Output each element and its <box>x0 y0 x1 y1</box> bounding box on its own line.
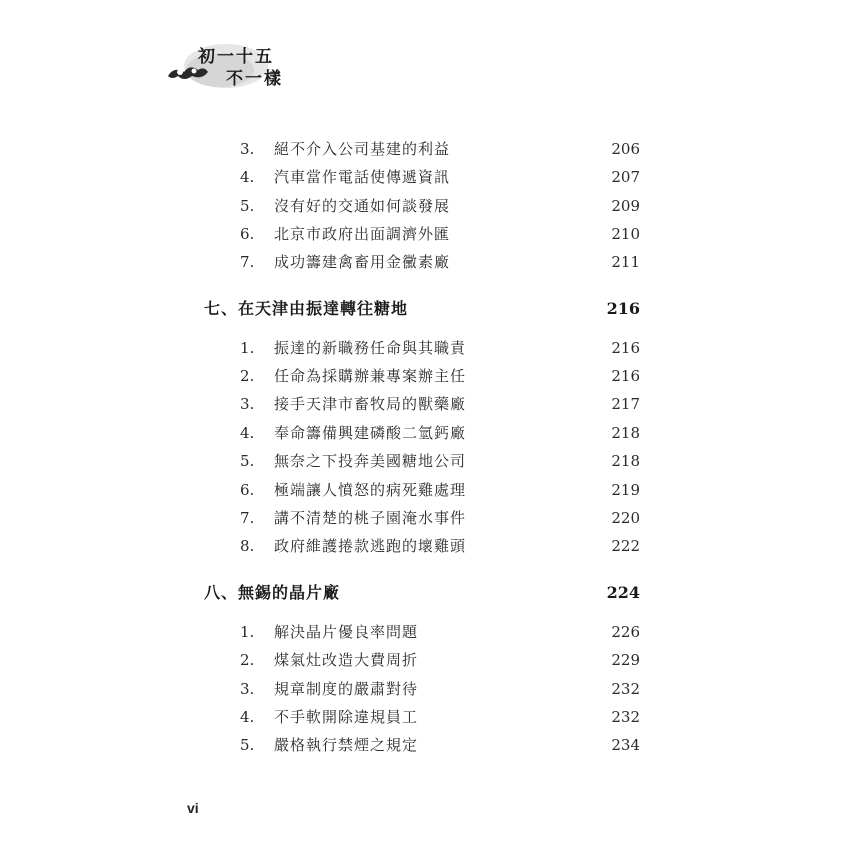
toc-entry-page: 220 <box>611 509 640 527</box>
toc-section-title: 七、在天津由振達轉往糖地 <box>204 299 409 318</box>
toc-entry-title: 接手天津市畜牧局的獸藥廠 <box>274 395 467 413</box>
toc-entry-number: 2. <box>240 651 255 669</box>
toc-entry-page: 218 <box>611 424 640 442</box>
toc-entry-page: 232 <box>611 708 640 726</box>
toc-entry-number: 4. <box>240 708 255 726</box>
toc-entry-title: 嚴格執行禁煙之規定 <box>274 736 419 754</box>
logo-title-line1: 初一十五 <box>198 47 274 67</box>
toc-entry-page: 217 <box>611 395 640 413</box>
toc-entry-page: 216 <box>611 339 640 357</box>
toc-entry-page: 206 <box>611 140 640 158</box>
toc-entry-title: 奉命籌備興建磷酸二氫鈣廠 <box>274 424 467 442</box>
toc-entry-title: 講不清楚的桃子園淹水事件 <box>274 509 467 527</box>
toc-entry-page: 226 <box>611 623 640 641</box>
toc-entry[interactable] <box>240 222 640 246</box>
toc-entry-title: 絕不介入公司基建的利益 <box>274 140 451 158</box>
toc-entry[interactable] <box>240 137 640 161</box>
logo-title-line2: 不一樣 <box>226 69 283 89</box>
toc-entry[interactable] <box>240 449 640 473</box>
toc-entry-number: 5. <box>240 197 255 215</box>
toc-entry-page: 211 <box>611 253 640 271</box>
toc-entry-title: 政府維護捲款逃跑的壞雞頭 <box>274 537 467 555</box>
toc-entry[interactable] <box>240 194 640 218</box>
toc-entry-number: 3. <box>240 395 255 413</box>
toc-section-title: 八、無錫的晶片廠 <box>204 583 341 602</box>
toc-entry-title: 規章制度的嚴肅對待 <box>274 680 419 698</box>
toc-entry-page: 232 <box>611 680 640 698</box>
page-number: vi <box>187 800 199 816</box>
toc-entry[interactable] <box>240 733 640 757</box>
toc-entry-title: 任命為採購辦兼專案辦主任 <box>274 367 467 385</box>
toc-entry-title: 北京市政府出面調濟外匯 <box>274 225 451 243</box>
toc-entry-number: 4. <box>240 168 255 186</box>
toc-entry-number: 8. <box>240 537 255 555</box>
toc-entry-page: 210 <box>611 225 640 243</box>
toc-entry-number: 1. <box>240 339 255 357</box>
toc-section-page: 224 <box>606 583 640 602</box>
toc-entry-number: 7. <box>240 509 255 527</box>
toc-entry-title: 煤氣灶改造大費周折 <box>274 651 419 669</box>
toc-entry-title: 無奈之下投奔美國糖地公司 <box>274 452 467 470</box>
toc-entry-number: 6. <box>240 225 255 243</box>
toc-entry-title: 不手軟開除違規員工 <box>274 708 419 726</box>
toc-entry-page: 218 <box>611 452 640 470</box>
toc-entry[interactable] <box>240 421 640 445</box>
toc-entry[interactable] <box>240 165 640 189</box>
toc-entry-title: 解決晶片優良率問題 <box>274 623 419 641</box>
toc-entry-page: 207 <box>611 168 640 186</box>
toc-entry-number: 7. <box>240 253 255 271</box>
toc-entry-title: 極端讓人憤怒的病死雞處理 <box>274 481 467 499</box>
toc-entry[interactable] <box>240 534 640 558</box>
toc-entry[interactable] <box>240 364 640 388</box>
toc-entry[interactable] <box>240 506 640 530</box>
toc-entry-page: 219 <box>611 481 640 499</box>
toc-section-page: 216 <box>606 299 640 318</box>
toc-entry-title: 汽車當作電話使傳遞資訊 <box>274 168 451 186</box>
toc-entry-title: 沒有好的交通如何談發展 <box>274 197 451 215</box>
toc-entry-title: 成功籌建禽畜用金黴素廠 <box>274 253 451 271</box>
toc-entry[interactable] <box>240 648 640 672</box>
toc-entry-number: 4. <box>240 424 255 442</box>
toc-entry-number: 3. <box>240 140 255 158</box>
toc-entry-page: 209 <box>611 197 640 215</box>
toc-entry[interactable] <box>240 705 640 729</box>
toc-entry-number: 5. <box>240 452 255 470</box>
toc-entry[interactable] <box>240 250 640 274</box>
toc-section-heading[interactable] <box>204 295 640 323</box>
toc-entry-title: 振達的新職務任命與其職責 <box>274 339 467 357</box>
toc-entry-number: 6. <box>240 481 255 499</box>
toc-entry-page: 234 <box>611 736 640 754</box>
toc-entry-number: 1. <box>240 623 255 641</box>
toc-entry-page: 222 <box>611 537 640 555</box>
toc-entry[interactable] <box>240 336 640 360</box>
toc-entry[interactable] <box>240 620 640 644</box>
toc-entry-page: 216 <box>611 367 640 385</box>
toc-entry-number: 5. <box>240 736 255 754</box>
toc-section-heading[interactable] <box>204 579 640 607</box>
toc-entry[interactable] <box>240 392 640 416</box>
toc-entry-number: 3. <box>240 680 255 698</box>
toc-entry[interactable] <box>240 478 640 502</box>
toc-entry-number: 2. <box>240 367 255 385</box>
toc-entry[interactable] <box>240 677 640 701</box>
toc-entry-page: 229 <box>611 651 640 669</box>
